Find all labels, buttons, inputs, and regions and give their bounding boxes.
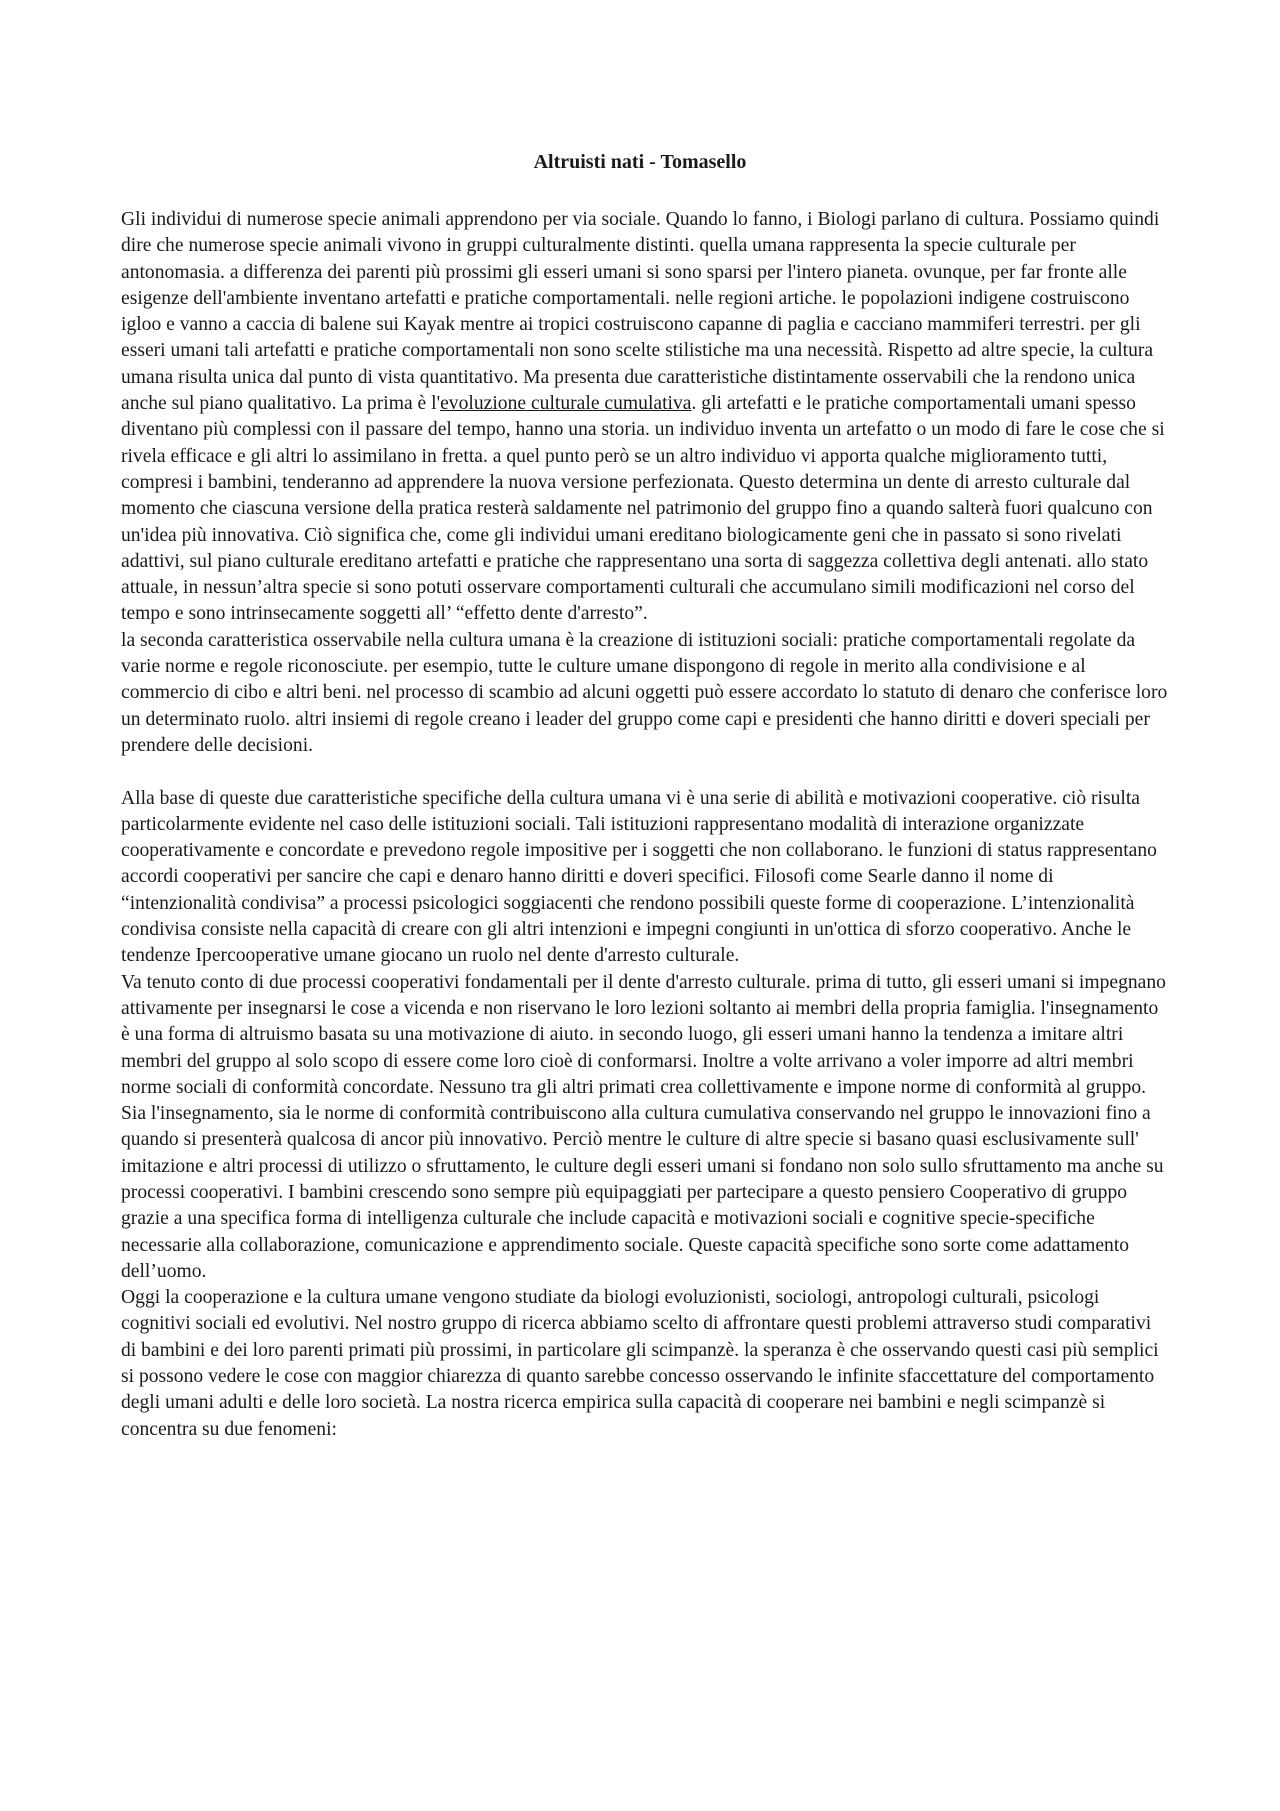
paragraph-1-text: Gli individui di numerose specie animali apprendono per via sociale. Quando lo fanno, i Biologi parlano di cultura. Possiamo quindi dire che numerose specie animali vivono in gruppi culturalmente distinti. quella umana rappresenta la specie culturale per antonomasia. a differenza dei parenti più prossimi gli esseri umani si sono sparsi per l'intero pianeta. ovunque, per far fronte alle esigenze dell'ambiente inventano artefatti e pratiche comportamentali. nelle regioni artiche. le popolazioni indigene costruiscono igloo e vanno a caccia di balene sui Kayak mentre ai tropici costruiscono capanne di paglia e cacciano mammiferi terrestri. per gli esseri umani tali artefatti e pratiche comportamentali non sono scelte stilistiche ma una necessità. Rispetto ad altre specie, la cultura umana risulta unica dal punto di vista quantitativo. Ma presenta due caratteristiche distintamente osservabili che la rendono unica anche sul piano qualitativo. La prima è l' — [121, 209, 1160, 415]
paragraph-5: Oggi la cooperazione e la cultura umane vengono studiate da biologi evoluzionisti, sociologi, antropologi culturali, psicologi cognitivi sociali ed evolutivi. Nel nostro gruppo di ricerca abbiamo scelto di affrontare questi problemi attraverso studi comparativi di bambini e dei loro parenti primati più prossimi, in particolare gli scimpanzè. la speranza è che osservando questi casi più semplici si possono vedere le cose con maggior chiarezza di quanto sarebbe concesso osservando le infinite sfaccettature del comportamento degli umani adulti e delle loro società. La nostra ricerca empirica sulla capacità di cooperare nei bambini e negli scimpanzè si concentra su due fenomeni: — [121, 1287, 1159, 1440]
paragraph-gap — [121, 759, 1171, 785]
underlined-term: evoluzione culturale cumulativa — [440, 393, 692, 415]
document-title: Altruisti nati - Tomasello — [533, 151, 747, 173]
document-body — [121, 207, 1171, 1443]
paragraph-2: la seconda caratteristica osservabile nella cultura umana è la creazione di istituzioni sociali: pratiche comportamentali regolate da varie norme e regole riconosciute. per esempio, tutte le culture umane dispongono di regole in merito alla condivisione e al commercio di cibo e altri beni. nel processo di scambio ad alcuni oggetti può essere accordato lo statuto di denaro che conferisce loro un determinato ruolo. altri insiemi di regole creano i leader del gruppo come capi e presidenti che hanno diritti e doveri speciali per prendere delle decisioni. — [121, 629, 1168, 756]
paragraph-1-rest: . gli artefatti e le pratiche comportamentali umani spesso diventano più complessi con il passare del tempo, hanno una storia. un individuo inventa un artefatto o un modo di fare le cose che si rivela efficace e gli altri lo assimilano in fretta. a quel punto però se un altro individuo vi apporta qualche miglioramento tutti, compresi i bambini, tenderanno ad apprendere la nuova versione perfezionata. Questo determina un dente di arresto culturale dal momento che ciascuna versione della pratica resterà saldamente nel patrimonio del gruppo fino a quando salterà fuori qualcuno con un'idea più innovativa. Ciò significa che, come gli individui umani ereditano biologicamente geni che in passato si sono rivelati adattivi, sul piano culturale ereditano artefatti e pratiche che rappresentano una sorta di saggezza collettiva degli antenati. allo stato attuale, in nessun’altra specie si sono potuti osservare comportamenti culturali che accumulano simili modificazioni nel corso del tempo e sono intrinsecamente soggetti all’ “effetto dente d'arresto”. — [121, 393, 1165, 625]
paragraph-1 — [121, 207, 1171, 628]
paragraph-3: Alla base di queste due caratteristiche specifiche della cultura umana vi è una serie di abilità e motivazioni cooperative. ciò risulta particolarmente evidente nel caso delle istituzioni sociali. Tali istituzioni rappresentano modalità di interazione organizzate cooperativamente e concordate e prevedono regole impositive per i soggetti che non collaborano. le funzioni di status rappresentano accordi cooperativi per sancire che capi e denaro hanno diritti e doveri specifici. Filosofi come Searle danno il nome di “intenzionalità condivisa” a processi psicologici soggiacenti che rendono possibili queste forme di cooperazione. L’intenzionalità condivisa consiste nella capacità di creare con gli altri intenzioni e impegni congiunti in un'ottica di sforzo cooperativo. Anche le tendenze Ipercooperative umane giocano un ruolo nel dente d'arresto culturale. — [121, 787, 1157, 967]
paragraph-4: Va tenuto conto di due processi cooperativi fondamentali per il dente d'arresto culturale. prima di tutto, gli esseri umani si impegnano attivamente per insegnarsi le cose a vicenda e non riservano le loro lezioni soltanto ai membri della propria famiglia. l'insegnamento è una forma di altruismo basata su una motivazione di aiuto. in secondo luogo, gli esseri umani hanno la tendenza a imitare altri membri del gruppo al solo scopo di essere come loro cioè di conformarsi. Inoltre a volte arrivano a voler imporre ad altri membri norme sociali di conformità concordate. Nessuno tra gli altri primati crea collettivamente e impone norme di conformità al gruppo. Sia l'insegnamento, sia le norme di conformità contribuiscono alla cultura cumulativa conservando nel gruppo le innovazioni fino a quando si presenterà qualcosa di ancor più innovativo. Perciò mentre le culture di altre specie si basano quasi esclusivamente sull' imitazione e altri processi di utilizzo o sfruttamento, le culture degli esseri umani si fondano non solo sullo sfruttamento ma anche su processi cooperativi. I bambini crescendo sono sempre più equipaggiati per partecipare a questo pensiero Cooperativo di gruppo grazie a una specifica forma di intelligenza culturale che include capacità e motivazioni sociali e cognitive specie-specifiche necessarie alla collaborazione, comunicazione e apprendimento sociale. Queste capacità specifiche sono sorte come adattamento dell’uomo. — [121, 971, 1166, 1282]
